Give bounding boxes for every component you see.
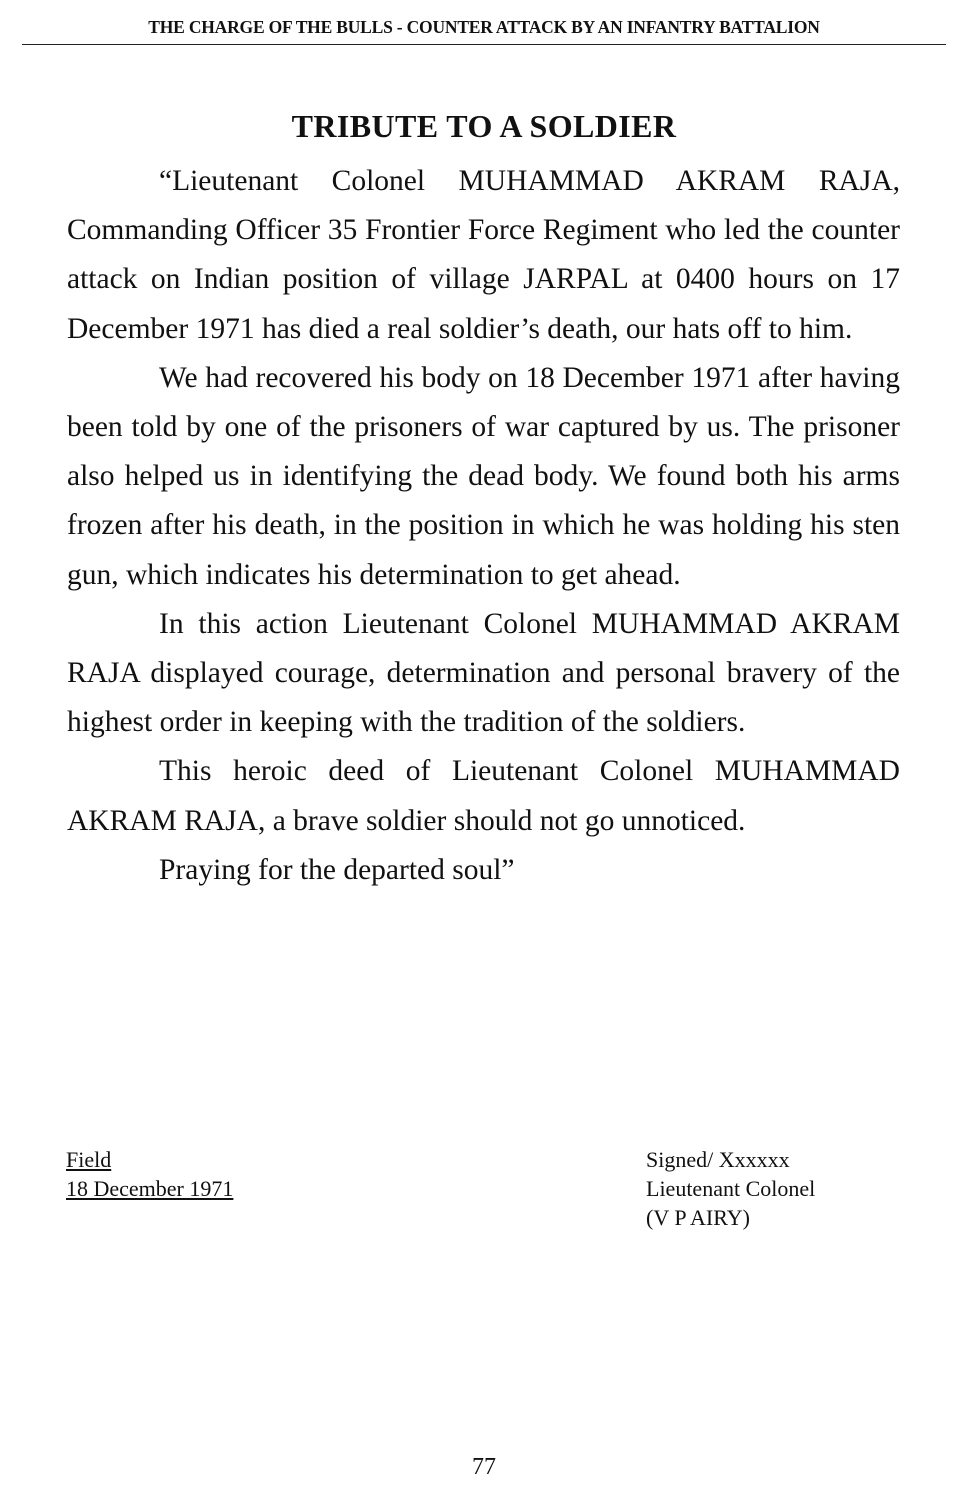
running-header: THE CHARGE OF THE BULLS - COUNTER ATTACK BY AN INFANTRY BATTALION [22,16,946,45]
page-title: TRIBUTE TO A SOLDIER [291,108,677,144]
date-label: 18 December 1971 [66,1176,234,1201]
signature-block [646,1145,815,1232]
place-and-date [66,1145,233,1203]
tribute-body [67,157,900,895]
signatory-rank: Lieutenant Colonel [646,1176,816,1201]
paragraph-3: In this action Lieutenant Colonel MUHAMMAD AKRAM RAJA displayed courage, determination and personal bravery of the highest order in keeping with the tradition of the soldiers. [67,607,900,739]
paragraph-closing: Praying for the departed soul” [159,853,515,886]
place-label: Field [66,1147,112,1172]
signatory-name: (V P AIRY) [646,1205,750,1230]
paragraph-4: This heroic deed of Lieutenant Colonel MUHAMMAD AKRAM RAJA, a brave soldier should not go unnoticed. [67,755,900,837]
paragraph-1: “Lieutenant Colonel MUHAMMAD AKRAM RAJA, Commanding Officer 35 Frontier Force Regiment who led the counter attack on Indian position of village JARPAL at 0400 hours on 17 December 1971 has died a real soldier’s death, our hats off to him. [67,165,900,345]
page-number: 77 [472,1454,496,1480]
signed-line: Signed/ Xxxxxx [646,1147,790,1172]
paragraph-2: We had recovered his body on 18 December 1971 after having been told by one of the prisoners of war captured by us. The prisoner also helped us in identifying the dead body. We found both his arms frozen after his death, in the position in which he was holding his sten gun, which indicates his determination to get ahead. [67,361,900,591]
